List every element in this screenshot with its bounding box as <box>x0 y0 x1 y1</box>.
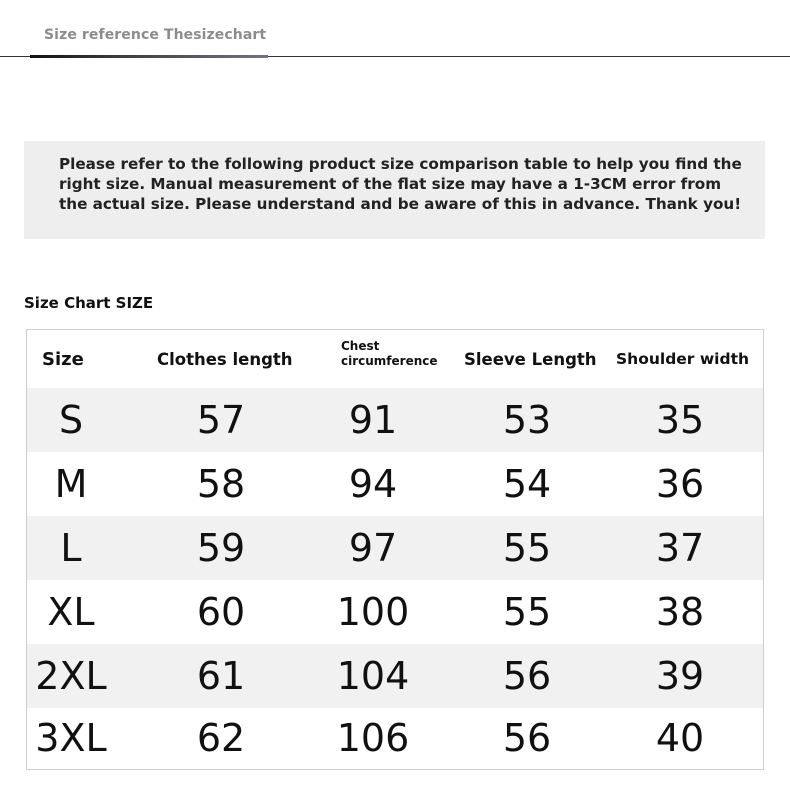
cell-size: L <box>60 526 82 570</box>
cell-sleeve: 55 <box>502 590 552 634</box>
table-row <box>27 580 763 644</box>
header-chest <box>341 330 438 369</box>
cell-size: S <box>58 398 84 442</box>
table-row <box>27 706 763 770</box>
table-row <box>27 388 763 452</box>
table-row <box>27 452 763 516</box>
size-chart-title: Size Chart SIZE <box>24 294 154 312</box>
cell-length: 60 <box>196 590 246 634</box>
cell-sleeve: 53 <box>502 398 552 442</box>
notice-text: Please refer to the following product size comparison table to help you find the right size. Manual measurement of the flat size may have a 1-3CM error from the actual size. Please understand and be aware of this in advance. Thank you! <box>59 155 742 213</box>
header-sleeve-length: Sleeve Length <box>464 349 597 369</box>
size-table <box>26 329 764 770</box>
header-size: Size <box>42 348 84 370</box>
cell-sleeve: 56 <box>502 654 552 698</box>
cell-chest: 106 <box>336 716 410 760</box>
table-row <box>27 516 763 580</box>
cell-size: 2XL <box>35 654 107 698</box>
header-shoulder-width: Shoulder width <box>616 350 750 368</box>
cell-sleeve: 54 <box>502 462 552 506</box>
cell-length: 57 <box>196 398 246 442</box>
cell-shoulder: 39 <box>655 654 705 698</box>
cell-length: 62 <box>196 716 246 760</box>
header-chest-line1: Chest <box>341 339 380 353</box>
cell-chest: 100 <box>336 590 410 634</box>
cell-length: 59 <box>196 526 246 570</box>
cell-shoulder: 38 <box>655 590 705 634</box>
cell-shoulder: 35 <box>655 398 705 442</box>
notice-box <box>24 141 765 239</box>
cell-chest: 104 <box>336 654 410 698</box>
cell-shoulder: 36 <box>655 462 705 506</box>
cell-chest: 91 <box>348 398 398 442</box>
cell-sleeve: 56 <box>502 716 552 760</box>
header-chest-line2: circumference <box>341 354 438 368</box>
table-row <box>27 644 763 708</box>
cell-sleeve: 55 <box>502 526 552 570</box>
cell-shoulder: 40 <box>655 716 705 760</box>
cell-size: 3XL <box>35 716 107 760</box>
cell-chest: 97 <box>348 526 398 570</box>
cell-chest: 94 <box>348 462 398 506</box>
cell-shoulder: 37 <box>655 526 705 570</box>
cell-size: M <box>54 462 88 506</box>
header-accent-bar <box>30 55 268 58</box>
cell-size: XL <box>47 590 95 634</box>
header-clothes-length: Clothes length <box>157 349 293 369</box>
cell-length: 61 <box>196 654 246 698</box>
header-title: Size reference Thesizechart <box>44 27 267 43</box>
cell-length: 58 <box>196 462 246 506</box>
